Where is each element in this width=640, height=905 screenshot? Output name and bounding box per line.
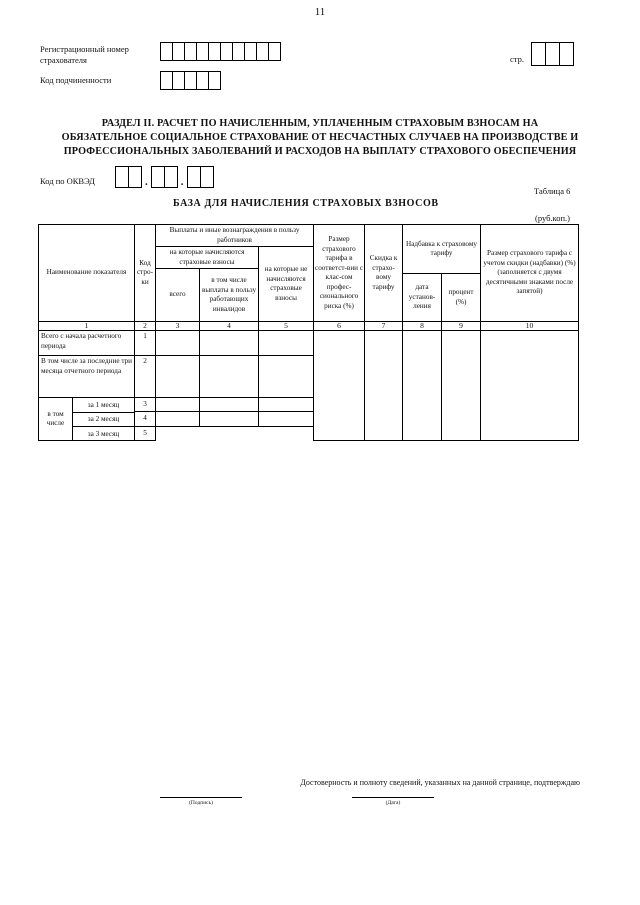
col-header-tariff-adjusted: Размер страхового тарифа с учетом скидки (надбавки) (%) (заполняется с двумя десятичными знаками после запятой) xyxy=(481,225,579,322)
table-label: Таблица 6 xyxy=(534,186,571,196)
table-title: БАЗА ДЛЯ НАЧИСЛЕНИЯ СТРАХОВЫХ ВЗНОСОВ xyxy=(173,198,439,209)
confirmation-text: Достоверность и полноту сведений, указанных на данной странице, подтверждаю xyxy=(300,778,580,787)
row-group-label: в том числе xyxy=(39,398,73,440)
cell-total[interactable] xyxy=(156,398,200,412)
reg-number-field[interactable] xyxy=(160,42,281,61)
units-label: (руб.коп.) xyxy=(535,213,571,223)
col-header-tariff: Размер страхового тарифа в соответст-вии с клас-сом профес-сионального риска (%) xyxy=(314,225,365,322)
row-label: за 3 месяц xyxy=(87,430,120,438)
cell-total[interactable] xyxy=(156,356,200,398)
col-header-not-charged: на которые не начисляются страховые взносы xyxy=(259,247,314,322)
signature-caption: (Подпись) xyxy=(189,800,213,806)
page-number-field[interactable] xyxy=(531,42,574,66)
cell-total[interactable] xyxy=(156,331,200,356)
row-code: 5 xyxy=(135,426,156,440)
page-number: 11 xyxy=(314,6,326,18)
row-code: 4 xyxy=(135,412,156,426)
okved-separator: . xyxy=(145,176,148,188)
base-table xyxy=(38,224,579,441)
col-header-charged: на которые начисляются страховые взносы xyxy=(156,247,259,269)
cell-incl-disabled[interactable] xyxy=(200,398,259,412)
cell-not-charged[interactable] xyxy=(259,412,314,426)
section-title: РАЗДЕЛ II. РАСЧЕТ ПО НАЧИСЛЕННЫМ, УПЛАЧЕННЫМ СТРАХОВЫМ ВЗНОСАМ НА ОБЯЗАТЕЛЬНОЕ СОЦИАЛЬНОЕ СТРАХОВАНИЕ ОТ НЕСЧАСТНЫХ СЛУЧАЕВ НА ПРОИЗВОДСТВЕ И ПРОФЕССИОНАЛЬНЫХ ЗАБОЛЕВАНИЙ И РАСХОДОВ НА ВЫПЛАТУ СТРАХОВОГО ОБЕСПЕЧЕНИЯ xyxy=(61,118,579,157)
okved-separator: . xyxy=(180,176,184,188)
cell-not-charged[interactable] xyxy=(259,331,314,356)
cell-total[interactable] xyxy=(156,412,200,426)
cell-discount[interactable] xyxy=(365,331,403,441)
cell-tariff-adjusted[interactable] xyxy=(481,331,579,441)
row-label: за 1 месяц xyxy=(73,398,134,413)
row-label: за 2 месяц xyxy=(73,413,134,427)
cell-percent[interactable] xyxy=(442,331,481,441)
col-header-total: всего xyxy=(156,269,200,322)
col-header-code: Код стро-ки xyxy=(135,225,156,322)
col-header-set-date: дата установ-ления xyxy=(403,274,442,322)
cell-incl-disabled[interactable] xyxy=(200,412,259,426)
col-header-incl-disabled: в том числе выплаты в пользу работающих инвалидов xyxy=(200,269,259,322)
cell-incl-disabled[interactable] xyxy=(200,356,259,398)
col-header-percent: процент (%) xyxy=(442,274,481,322)
cell-not-charged[interactable] xyxy=(259,356,314,398)
cell-tariff[interactable] xyxy=(314,331,365,441)
cell-not-charged[interactable] xyxy=(259,398,314,412)
cell-set-date[interactable] xyxy=(403,331,442,441)
date-line[interactable] xyxy=(352,797,434,798)
page-field-label: стр. xyxy=(510,54,524,64)
okved-label: Код по ОКВЭД xyxy=(40,176,95,186)
col-header-payments: Выплаты и иные вознаграждения в пользу работников xyxy=(156,225,314,247)
signature-line[interactable] xyxy=(160,797,242,798)
cell-incl-disabled[interactable] xyxy=(200,331,259,356)
row-label: В том числе за последние три месяца отчетного периода xyxy=(39,356,135,398)
row-label: Всего с начала расчетного периода xyxy=(39,331,135,356)
row-code: 1 xyxy=(135,331,156,356)
row-code: 2 xyxy=(135,356,156,398)
date-caption: (Дата) xyxy=(385,800,401,806)
subordination-code-label: Код подчиненности xyxy=(40,75,112,85)
subordination-code-field[interactable] xyxy=(160,71,221,90)
row-code: 3 xyxy=(135,398,156,412)
column-numbers-row: 1 2 3 4 5 6 7 8 9 10 xyxy=(39,322,579,331)
reg-number-label: Регистрационный номер страхователя xyxy=(40,44,129,65)
col-header-name: Наименование показателя xyxy=(39,225,135,322)
row-group xyxy=(39,398,135,441)
col-header-surcharge: Надбавка к страховому тарифу xyxy=(403,225,481,274)
okved-field[interactable] xyxy=(115,166,214,188)
table-row xyxy=(39,331,579,356)
col-header-discount: Скидка к страхо-вому тарифу xyxy=(365,225,403,322)
